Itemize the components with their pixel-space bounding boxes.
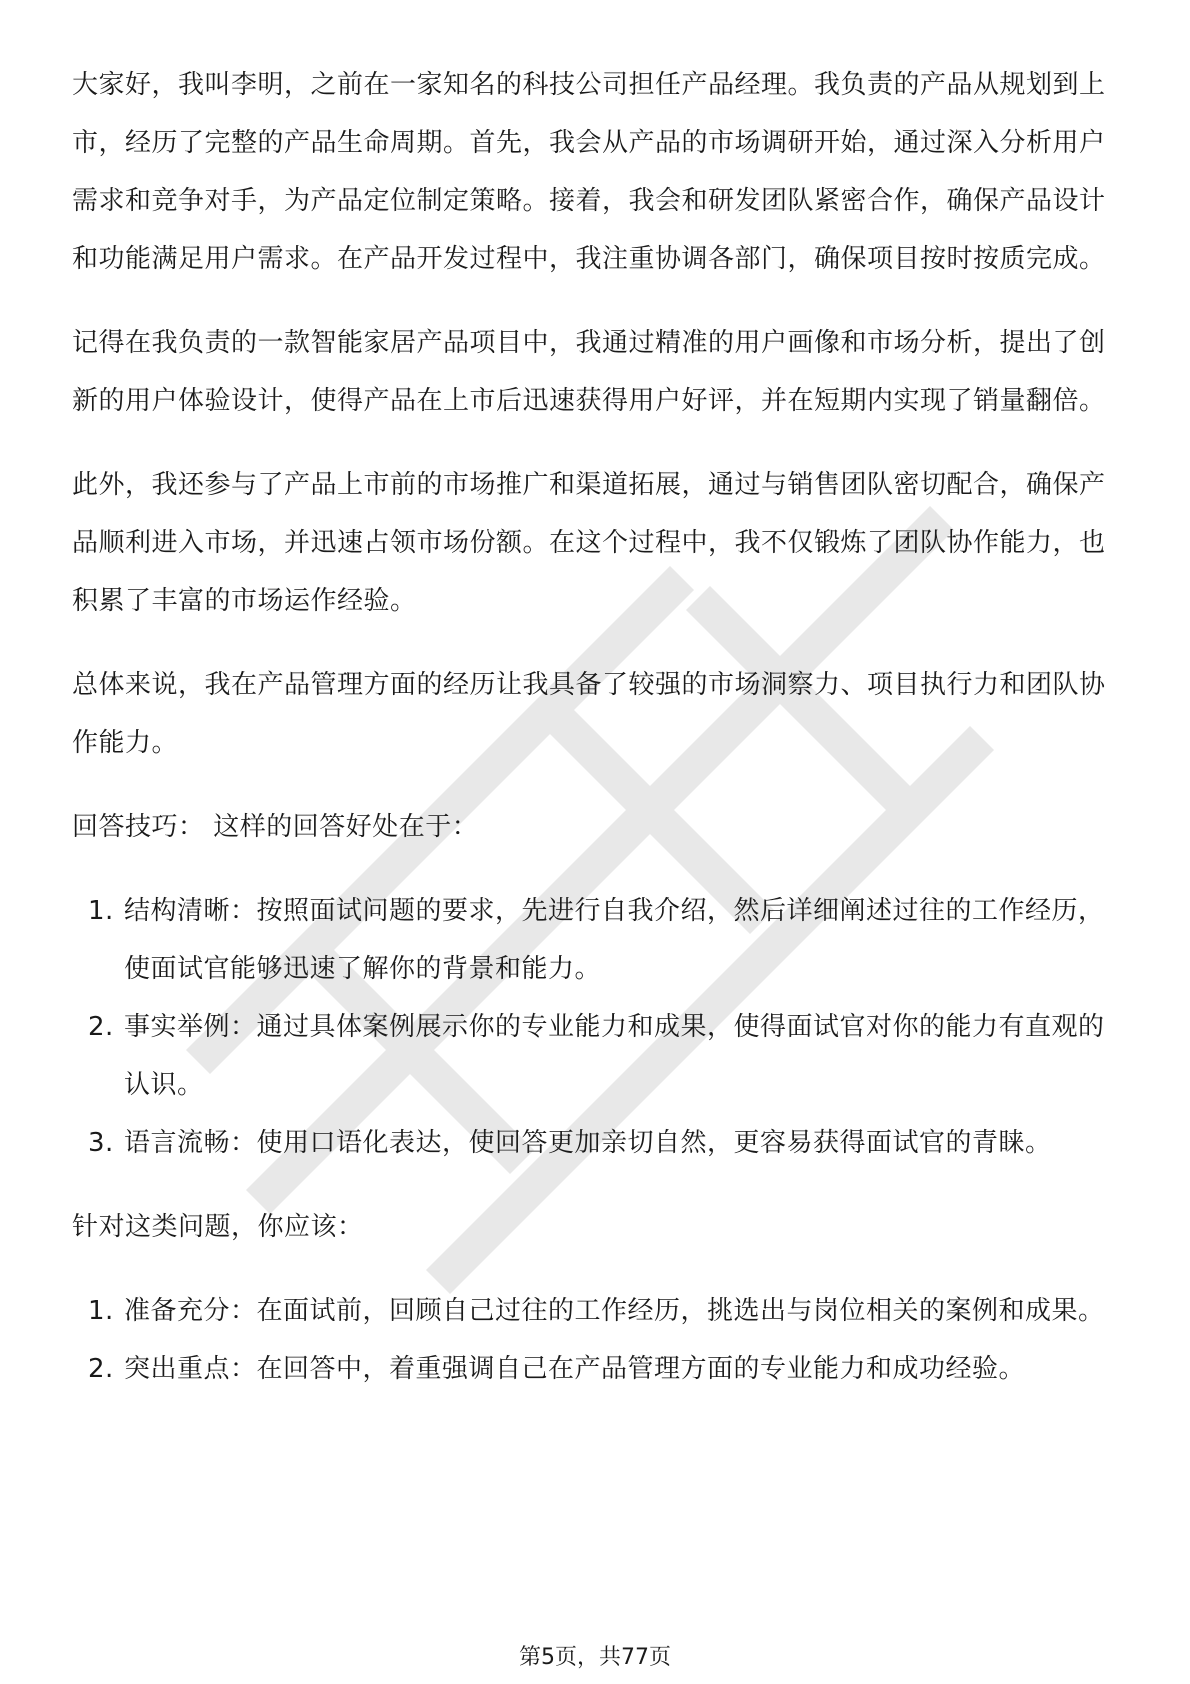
list-text: 语言流畅：使用口语化表达，使回答更加亲切自然，更容易获得面试官的青睐。 xyxy=(124,1128,1052,1158)
list-text: 事实举例：通过具体案例展示你的专业能力和成果，使得面试官对你的能力有直观的认识。 xyxy=(124,1012,1105,1100)
intro-paragraph-3: 此外，我还参与了产品上市前的市场推广和渠道拓展，通过与销售团队密切配合，确保产品顺利进入市场，并迅速占领市场份额。在这个过程中，我不仅锻炼了团队协作能力，也积累了丰富的市场运作经验。 xyxy=(72,470,1106,616)
list-item xyxy=(72,882,1122,998)
document-page xyxy=(72,56,1122,1424)
list-item xyxy=(72,998,1122,1114)
advice-list xyxy=(72,1282,1122,1398)
list-number: 3. xyxy=(88,1128,114,1158)
tips-list xyxy=(72,882,1122,1172)
intro-paragraph-1: 大家好，我叫李明，之前在一家知名的科技公司担任产品经理。我负责的产品从规划到上市，经历了完整的产品生命周期。首先，我会从产品的市场调研开始，通过深入分析用户需求和竞争对手，为产品定位制定策略。接着，我会和研发团队紧密合作，确保产品设计和功能满足用户需求。在产品开发过程中，我注重协调各部门，确保项目按时按质完成。 xyxy=(72,70,1106,274)
tips-heading: 回答技巧： 这样的回答好处在于： xyxy=(72,812,479,842)
list-item xyxy=(72,1340,1122,1398)
intro-paragraph-2: 记得在我负责的一款智能家居产品项目中，我通过精准的用户画像和市场分析，提出了创新的用户体验设计，使得产品在上市后迅速获得用户好评，并在短期内实现了销量翻倍。 xyxy=(72,328,1106,416)
list-number: 1. xyxy=(88,896,114,926)
list-number: 1. xyxy=(88,1296,114,1326)
list-number: 2. xyxy=(88,1354,114,1384)
intro-paragraph-4: 总体来说，我在产品管理方面的经历让我具备了较强的市场洞察力、项目执行力和团队协作能力。 xyxy=(72,670,1106,758)
list-item xyxy=(72,1282,1122,1340)
advice-heading: 针对这类问题，你应该： xyxy=(72,1212,364,1242)
list-number: 2. xyxy=(88,1012,114,1042)
list-item xyxy=(72,1114,1122,1172)
page-footer: 第5页，共77页 xyxy=(519,1645,671,1670)
list-text: 结构清晰：按照面试问题的要求，先进行自我介绍，然后详细阐述过往的工作经历，使面试官能够迅速了解你的背景和能力。 xyxy=(124,896,1105,984)
list-text: 准备充分：在面试前，回顾自己过往的工作经历，挑选出与岗位相关的案例和成果。 xyxy=(124,1296,1105,1326)
list-text: 突出重点：在回答中，着重强调自己在产品管理方面的专业能力和成功经验。 xyxy=(124,1354,1026,1384)
